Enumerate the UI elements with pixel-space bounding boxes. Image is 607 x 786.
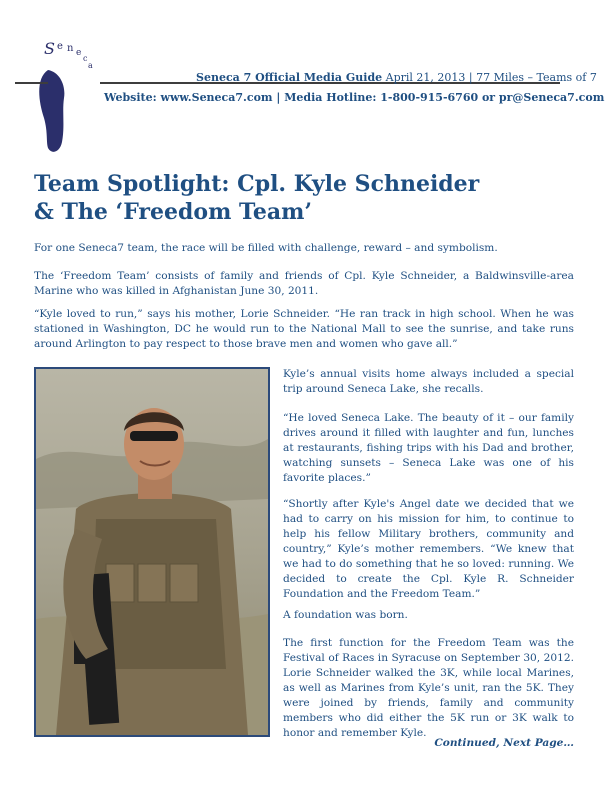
column-paragraph-1: Kyle’s annual visits home always included a special trip around Seneca Lake, she recalls.: [283, 368, 574, 395]
continued-next-page: Continued, Next Page…: [434, 737, 574, 749]
media-guide-details: April 21, 2013 | 77 Miles – Teams of 7: [382, 71, 597, 84]
title-line-2: & The ‘Freedom Team’: [34, 199, 313, 225]
intro-paragraph-2: The ‘Freedom Team’ consists of family and friends of Cpl. Kyle Schneider, a Baldwinsville-area Marine who was killed in Afghanistan June 30, 2011.: [34, 270, 574, 297]
logo-letter-e1: e: [57, 41, 63, 52]
contact-line: Website: www.Seneca7.com | Media Hotline: 1-800-915-6760 or pr@Seneca7.com: [104, 91, 605, 104]
logo-letter-s: S: [44, 39, 55, 58]
media-guide-title: Seneca 7 Official Media Guide: [196, 71, 383, 84]
intro-paragraph-1: For one Seneca7 team, the race will be filled with challenge, reward – and symbolism.: [34, 242, 498, 254]
column-paragraph-4: A foundation was born.: [283, 609, 408, 621]
intro-paragraph-3: “Kyle loved to run,” says his mother, Lorie Schneider. “He ran track in high school. When he was stationed in Washington, DC he would run to the National Mall to see the sunrise, and take runs around Arlington to pay respect to those brave men and women who gave all.”: [34, 308, 574, 350]
column-paragraph-5: The first function for the Freedom Team was the Festival of Races in Syracuse on September 30, 2012. Lorie Schneider walked the 3K, while local Marines, as well as Marines from Kyle’s unit, ran the 5K. They were joined by friends, family and community members who did either the 5K run or 3K walk to honor and remember Kyle.: [283, 637, 574, 739]
logo-letter-n: n: [67, 43, 74, 54]
column-paragraph-2: “He loved Seneca Lake. The beauty of it – our family drives around it filled with laughter and fun, lunches at restaurants, fishing trips with his Dad and brother, watching sunsets – Seneca Lake was one of his favorite places.”: [283, 412, 574, 484]
title-line-1: Team Spotlight: Cpl. Kyle Schneider: [34, 171, 480, 197]
logo-letter-a: a: [88, 61, 93, 70]
logo-letter-c: c: [83, 54, 88, 63]
media-guide-header: [196, 71, 597, 84]
header-rule-left: [15, 82, 48, 84]
column-paragraph-3: “Shortly after Kyle's Angel date we decided that we had to carry on his mission for him, to continue to help his fellow Military brothers, community and country,” Kyle’s mother remembers. “We knew that we had to do something that he so loved: running. We decided to create the Cpl. Kyle R. Schneider Foundation and the Freedom Team.”: [283, 498, 574, 600]
soldier-photo: [34, 367, 270, 737]
page-title: [34, 170, 554, 226]
logo-letter-e2: e: [76, 48, 82, 58]
